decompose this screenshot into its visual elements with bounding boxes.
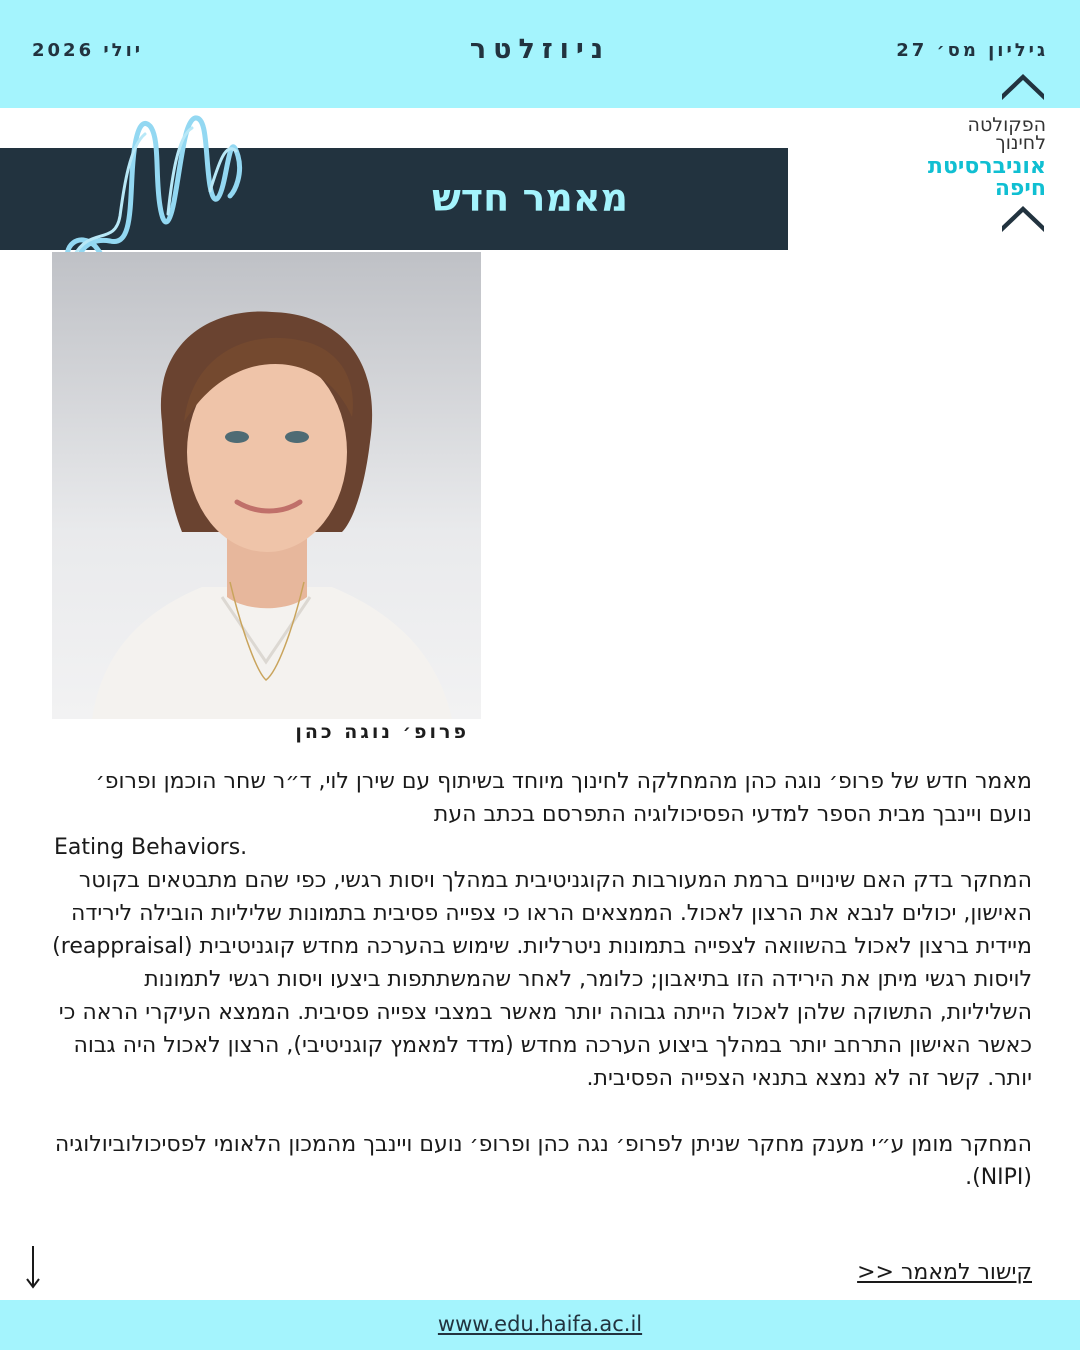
- portrait-photo: [52, 252, 481, 719]
- chevron-up-icon: [1000, 74, 1046, 104]
- portrait-illustration: [52, 252, 481, 719]
- bottom-bar: [0, 1300, 1080, 1350]
- article-funding-paragraph: המחקר מומן ע״י מענק מחקר שניתן לפרופ׳ נגה כהן ופרופ׳ נועם ויינבך מהמכון הלאומי לפסיכולוביולוגיה (NIPI).: [54, 1132, 1032, 1190]
- logo-university-line: אוניברסיטת: [927, 154, 1046, 179]
- faculty-logo: [906, 74, 1046, 238]
- issue-number: גיליון מס׳ 27: [896, 40, 1048, 61]
- photo-caption: פרופ׳ נוגה כהן: [295, 721, 469, 743]
- article-intro-paragraph: מאמר חדש של פרופ׳ נוגה כהן מהמחלקה לחינוך מיוחד בשיתוף עם שירן לוי, ד״ר שחר הוכמן ופרופ׳ נועם ויינבך מבית הספר למדעי הפסיכולוגיה התפרסם בכתב העת: [95, 769, 1032, 827]
- article-findings-paragraph: המחקר בדק האם שינויים ברמת המעורבות הקוגניטיבית במהלך ויסות רגשי, כפי שהם מתבטאים בקוטר האישון, יכולים לנבא את הרצון לאכול. הממצאים הראו כי צפייה פסיבית בתמונות שליליות הובילה לירידה מיידית ברצון לאכול בהשוואה לצפייה בתמונות ניטרליות. שימוש בהערכה מחדש קוגניטיבית (reappraisal) לויסות רגשי מיתן את הירידה הזו בתיאבון; כלומר, לאחר שהמשתתפות ביצעו ויסות רגשי לתמונות השליליות, התשוקה שלהן לאכול הייתה גבוהה יותר מאשר במצבי צפייה פסיבית. הממצא העיקרי הראה כי כאשר האישון התרחב יותר במהלך ביצוע הערכה מחדש (מדד למאמץ קוגניטיבי), הרצון לאכול היה גבוה יותר. קשר זה לא נמצא בתנאי הצפייה הפסיבית.: [52, 868, 1032, 1091]
- website-link[interactable]: www.edu.haifa.ac.il: [437, 1312, 643, 1336]
- newsletter-title: ניוזלטר: [469, 34, 611, 65]
- article-body: [48, 765, 1032, 1194]
- issue-date: יולי 2026: [32, 40, 144, 61]
- logo-education-line: לחינוך: [995, 132, 1046, 154]
- logo-faculty-line: הפקולטה: [967, 114, 1046, 136]
- chevron-up-icon: [1000, 206, 1046, 236]
- logo-haifa-line: חיפה: [994, 176, 1046, 201]
- article-link[interactable]: קישור למאמר <<: [857, 1260, 1032, 1285]
- arrow-down-icon: [22, 1244, 44, 1290]
- section-title: מאמר חדש: [431, 176, 628, 220]
- journal-name: Eating Behaviors.: [54, 835, 248, 860]
